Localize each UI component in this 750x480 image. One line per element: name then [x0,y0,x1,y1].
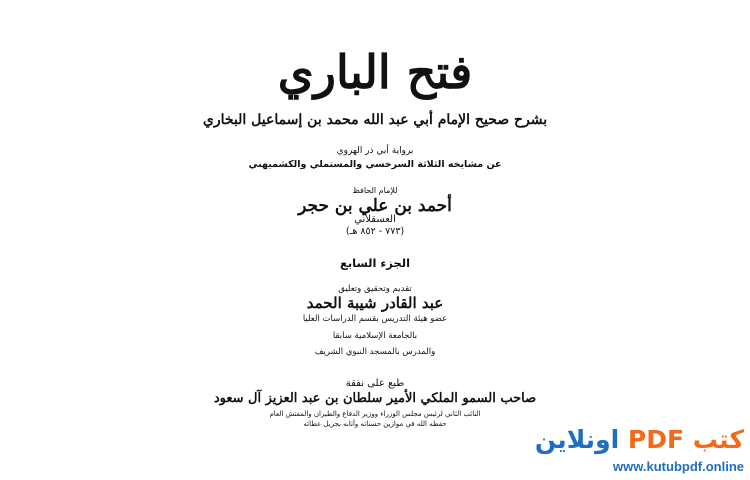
editor-role-2: بالجامعة الإسلامية سابقا [332,331,418,341]
printing-label: طبع على نفقة [345,378,405,389]
watermark-pdf: PDF [627,425,685,454]
book-title: فتح الباري [277,45,473,99]
patron-title-1: النائب الثاني لرئيس مجلس الوزراء ووزير الدفاع والطيران والمفتش العام [269,410,481,418]
patron-title-2: حفظه الله في موازين حسناته وأثابه بجزيل عطائه [303,420,447,428]
book-subtitle: بشرح صحيح الإمام أبي عبد الله محمد بن إسماعيل البخاري [202,112,548,128]
volume-label: الجزء السابع [339,256,411,270]
riwaya-line: برواية أبي ذر الهروي [336,146,414,156]
author-nisba: العسقلاني [354,214,396,225]
imam-label: للإمام الحافظ [352,186,398,195]
watermark-online: اونلاين [534,425,620,454]
editor-label: تقديم وتحقيق وتعليق [338,284,412,294]
watermark-logo [535,425,744,454]
editor-name: عبد القادر شيبة الحمد [306,294,444,312]
watermark-url[interactable]: www.kutubpdf.online [613,459,744,474]
patron-name: صاحب السمو الملكي الأمير سلطان بن عبد العزيز آل سعود [213,391,537,406]
editor-role-1: عضو هيئة التدريس بقسم الدراسات العليا [302,314,448,324]
editor-role-3: والمدرس بالمسجد النبوي الشريف [314,347,436,357]
author-name: أحمد بن علي بن حجر [298,196,452,216]
author-dates: (٧٧٣ - ٨٥٢ هـ) [345,226,405,237]
riwaya-names: عن مشايخه الثلاثة السرخسي والمستملي والكشميهني [248,159,502,170]
watermark-kutub: كتب [692,425,744,454]
